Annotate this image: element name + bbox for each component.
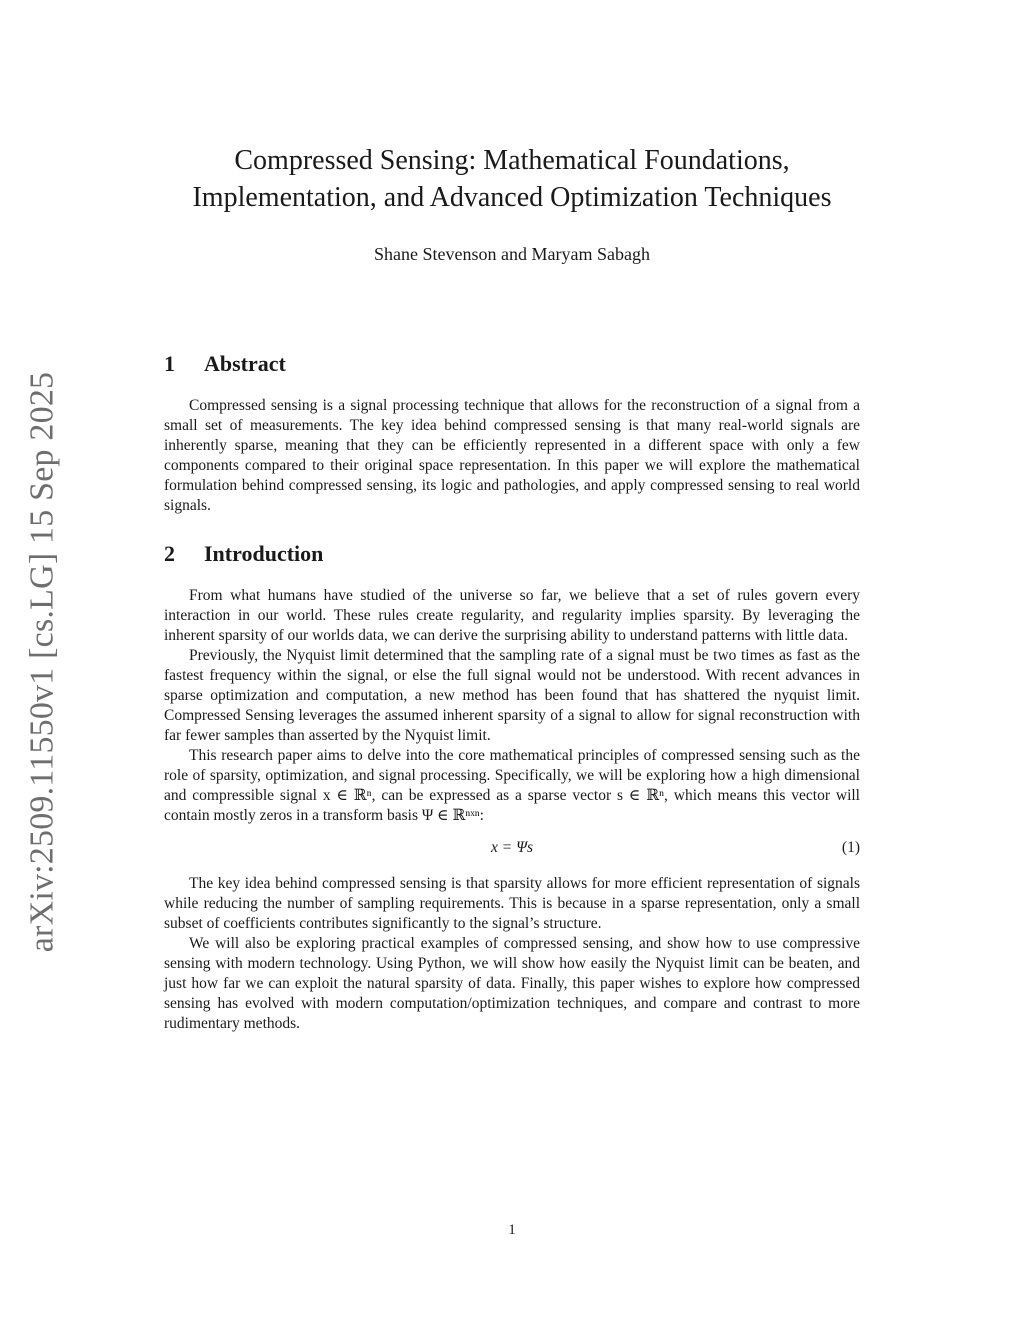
section-title: Abstract (204, 351, 286, 376)
intro-paragraph-3: This research paper aims to delve into the core mathematical principles of compressed sensing such as the role of sparsity, optimization, and signal processing. Specifically, we will be exploring how a high dimensional and compressible signal x ∈ ℝⁿ, can be expressed as a sparse vector s ∈ ℝⁿ, which means this vector will contain mostly zeros in a transform basis Ψ ∈ ℝⁿˣⁿ: (164, 747, 860, 824)
equation-1 (164, 838, 860, 858)
paper-title (130, 142, 894, 216)
paper-authors: Shane Stevenson and Maryam Sabagh (374, 244, 650, 264)
intro-paragraph-4: The key idea behind compressed sensing is that sparsity allows for more efficient representation of signals while reducing the number of sampling requirements. This is because in a sparse representation, only a small subset of coefficients contributes significantly to the signal’s structure. (164, 875, 860, 932)
intro-paragraph-1: From what humans have studied of the universe so far, we believe that a set of rules govern every interaction in our world. These rules create regularity, and regularity implies sparsity. By leveraging the inherent sparsity of our worlds data, we can derive the surprising ability to understand patterns with little data. (164, 587, 860, 644)
section-number: 2 (164, 541, 175, 566)
equation-number: (1) (841, 839, 860, 856)
section-introduction (164, 540, 860, 1034)
page-number: 1 (508, 1222, 516, 1238)
section-abstract (164, 350, 860, 516)
intro-paragraph-5: We will also be exploring practical examples of compressed sensing, and show how to use compressive sensing with modern technology. Using Python, we will show how easily the Nyquist limit can be beaten, and just how far we can exploit the natural sparsity of data. Finally, this paper wishes to explore how compressed sensing has evolved with modern computation/optimization techniques, and compare and contrast to more rudimentary methods. (164, 935, 860, 1032)
section-heading (164, 350, 860, 378)
section-heading (164, 540, 860, 568)
arxiv-stamp (20, 372, 64, 952)
title-line-1: Compressed Sensing: Mathematical Foundations, (234, 145, 790, 176)
section-title: Introduction (204, 541, 324, 566)
equation-text: x = Ψs (490, 839, 534, 856)
abstract-paragraph: Compressed sensing is a signal processing technique that allows for the reconstruction of a signal from a small set of measurements. The key idea behind compressed sensing is that many real-world signals are inherently sparse, meaning that they can be efficiently represented in a different space with only a few components compared to their original space representation. In this paper we will explore the mathematical formulation behind compressed sensing, its logic and pathologies, and apply compressed sensing to real world signals. (164, 397, 860, 514)
arxiv-identifier: arXiv:2509.11550v1 [cs.LG] 15 Sep 2025 (23, 371, 60, 953)
section-number: 1 (164, 351, 175, 376)
paper-body (164, 350, 860, 1058)
title-line-2: Implementation, and Advanced Optimization Techniques (192, 182, 832, 213)
intro-paragraph-2: Previously, the Nyquist limit determined that the sampling rate of a signal must be two times as fast as the fastest frequency within the signal, or else the full signal would not be understood. With recent advances in sparse optimization and computation, a new method has been found that has shattered the nyquist limit. Compressed Sensing leverages the assumed inherent sparsity of a signal to allow for signal reconstruction with far fewer samples than asserted by the Nyquist limit. (164, 647, 860, 744)
